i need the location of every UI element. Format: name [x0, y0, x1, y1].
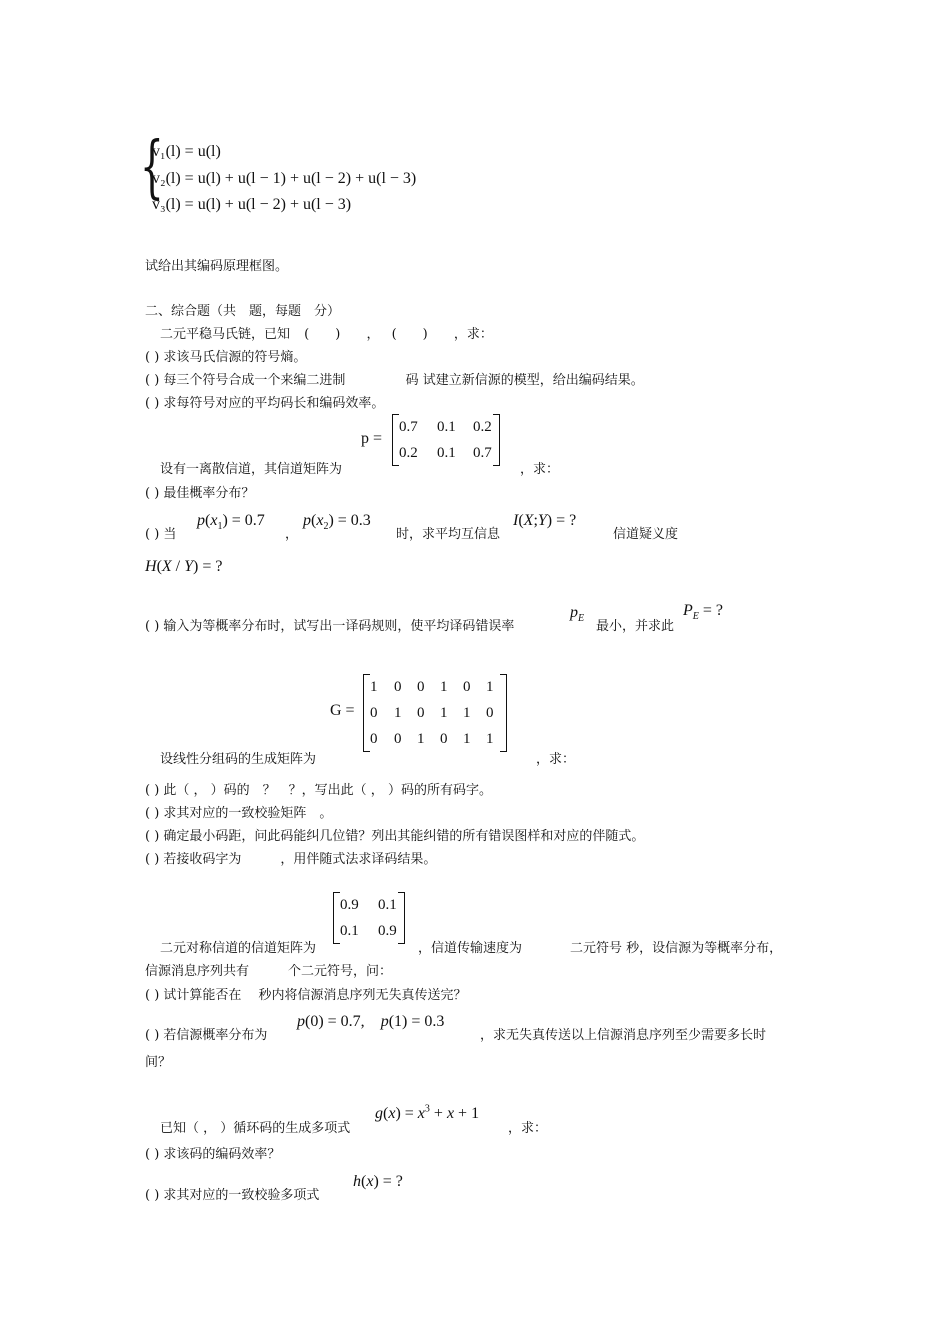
q2-equivocation: H(X / Y) = ?	[145, 558, 223, 575]
section-heading: 二、综合题（共 题，每题 分）	[145, 304, 341, 319]
q2-sub-3-pre: ( ) 输入为等概率分布时，试写出一译码规则，使平均译码错误率	[145, 619, 515, 634]
q4-matrix-cell: 0.1	[340, 922, 359, 939]
q3-matrix-cell: 1	[486, 730, 494, 747]
q4-line-2: 信源消息序列共有 个二元符号，问：	[145, 964, 393, 979]
q1-intro-end: ，求：	[453, 327, 493, 342]
q2-comma: ，	[285, 527, 299, 542]
q2-matrix-cell: 0.7	[399, 418, 418, 435]
q2-px2: $p(x_2) = 0.3$	[303, 512, 371, 533]
q1-intro-text: 二元平稳马氏链，已知	[160, 327, 291, 342]
q5-sub-2-pre: ( ) 求其对应的一致校验多项式	[145, 1188, 320, 1203]
q2-intro-end: ，求：	[520, 462, 560, 477]
q3-matrix-label: G =	[330, 702, 355, 719]
q3-matrix-cell: 0	[370, 704, 378, 721]
q3-sub-4: ( ) 若接收码字为 ，用伴随式法求译码结果。	[145, 852, 437, 867]
q5-check-poly: h(x) = ?	[353, 1173, 403, 1190]
q3-generator-matrix	[363, 674, 507, 752]
q4-matrix-cell: 0.9	[378, 922, 397, 939]
q1-sub-3: ( ) 求每符号对应的平均码长和编码效率。	[145, 396, 385, 411]
q5-sub-1: ( ) 求该码的编码效率？	[145, 1147, 281, 1162]
system-brace: {	[140, 128, 164, 207]
q2-pe2-symbol: P	[683, 602, 693, 619]
q3-matrix-cell: 0	[370, 730, 378, 747]
q2-matrix-cell: 0.2	[399, 444, 418, 461]
q2-intro: 设有一离散信道，其信道矩阵为	[160, 462, 343, 477]
equation-v1: v₁(l) = u(l)	[152, 143, 221, 160]
q2-matrix-label: p =	[361, 430, 383, 447]
q3-intro-end: ，求：	[536, 752, 576, 767]
q1-sub-2-b: 码 试建立新信源的模型，给出编码结果。	[405, 373, 644, 388]
q2-channel-matrix	[392, 414, 500, 466]
q2-px1: $p(x_1) = 0.7$	[197, 512, 265, 533]
q3-matrix-cell: 0	[417, 678, 425, 695]
q4-intro-c: 二元符号 秒，设信源为等概率分布，	[570, 941, 783, 956]
q4-intro-b: ，信道传输速度为	[418, 941, 523, 956]
question-encode-diagram: 试给出其编码原理框图。	[145, 259, 289, 274]
equation-v2: v₂(l) = u(l) + u(l − 1) + u(l − 2) + u(l − 3)	[152, 170, 417, 187]
q2-matrix-cell: 0.1	[437, 444, 456, 461]
q3-matrix-cell: 1	[463, 730, 471, 747]
q1-comma: ，	[366, 327, 380, 342]
q1-paren-2: ( )	[391, 327, 428, 342]
q2-matrix-cell: 0.1	[437, 418, 456, 435]
q2-pe2-tail: = ?	[698, 602, 724, 619]
q3-matrix-cell: 0	[394, 730, 402, 747]
q4-matrix-cell: 0.9	[340, 896, 359, 913]
q3-matrix-cell: 1	[440, 678, 448, 695]
q2-matrix-cell: 0.7	[473, 444, 492, 461]
q3-matrix-cell: 0	[394, 678, 402, 695]
q4-sub-2-line-2: 间？	[145, 1055, 172, 1070]
q2-sub-2-post: 信道疑义度	[613, 527, 679, 542]
q3-intro: 设线性分组码的生成矩阵为	[160, 752, 317, 767]
q3-matrix-cell: 1	[463, 704, 471, 721]
q2-sub-3-mid: 最小，并求此	[596, 619, 675, 634]
q3-sub-1: ( ) 此（ ， ）码的 ？ ？，写出此（ ， ）码的所有码字。	[145, 783, 492, 798]
q3-sub-2: ( ) 求其对应的一致校验矩阵 。	[145, 806, 333, 821]
q3-matrix-cell: 0	[463, 678, 471, 695]
q3-matrix-cell: 1	[394, 704, 402, 721]
q2-pe-symbol: p	[570, 604, 578, 621]
q4-sub-2-post: ，求无失真传送以上信源消息序列至少需要多长时	[480, 1028, 767, 1043]
q3-matrix-cell: 1	[486, 678, 494, 695]
q2-sub-2-mid: 时，求平均互信息	[396, 527, 501, 542]
q3-matrix-cell: 0	[486, 704, 494, 721]
q5-intro-end: ，求：	[508, 1121, 548, 1136]
equation-v3: v₃(l) = u(l) + u(l − 2) + u(l − 3)	[152, 196, 352, 213]
q3-matrix-cell: 0	[417, 704, 425, 721]
q2-error-rate	[570, 604, 585, 625]
q3-sub-3: ( ) 确定最小码距，问此码能纠几位错？列出其能纠错的所有错误图样和对应的伴随式。	[145, 829, 645, 844]
q2-matrix-cell: 0.2	[473, 418, 492, 435]
q1-intro	[160, 327, 493, 343]
q2-sub-2-pre: ( ) 当	[145, 527, 177, 542]
q1-sub-1: ( ) 求该马氏信源的符号熵。	[145, 350, 307, 365]
q3-matrix-cell: 0	[440, 730, 448, 747]
q1-paren-1: ( )	[304, 327, 341, 342]
q3-matrix-cell: 1	[417, 730, 425, 747]
q2-error-rate-2	[683, 602, 724, 623]
q4-matrix-cell: 0.1	[378, 896, 397, 913]
q5-intro: 已知（ ， ）循环码的生成多项式	[160, 1121, 351, 1136]
q5-generator-poly: $g(x) = x^3 + x + 1$	[375, 1103, 480, 1122]
q2-pe-sub: E	[578, 613, 585, 625]
q3-matrix-cell: 1	[440, 704, 448, 721]
q4-prob-dist: p(0) = 0.7, p(1) = 0.3	[297, 1013, 445, 1030]
q3-matrix-cell: 1	[370, 678, 378, 695]
q2-sub-1: ( ) 最佳概率分布？	[145, 486, 255, 501]
q4-channel-matrix	[333, 892, 405, 944]
q4-intro-a: 二元对称信道的信道矩阵为	[160, 941, 317, 956]
q2-mutual-info: I(X;Y) = ?	[513, 512, 577, 529]
q4-sub-2-pre: ( ) 若信源概率分布为	[145, 1028, 268, 1043]
q2-pe2-sub: E	[692, 611, 699, 623]
q1-sub-2	[145, 373, 644, 389]
q1-sub-2-a: ( ) 每三个符号合成一个来编二进制	[145, 373, 346, 388]
q4-sub-1: ( ) 试计算能否在 秒内将信源消息序列无失真传送完？	[145, 988, 467, 1003]
